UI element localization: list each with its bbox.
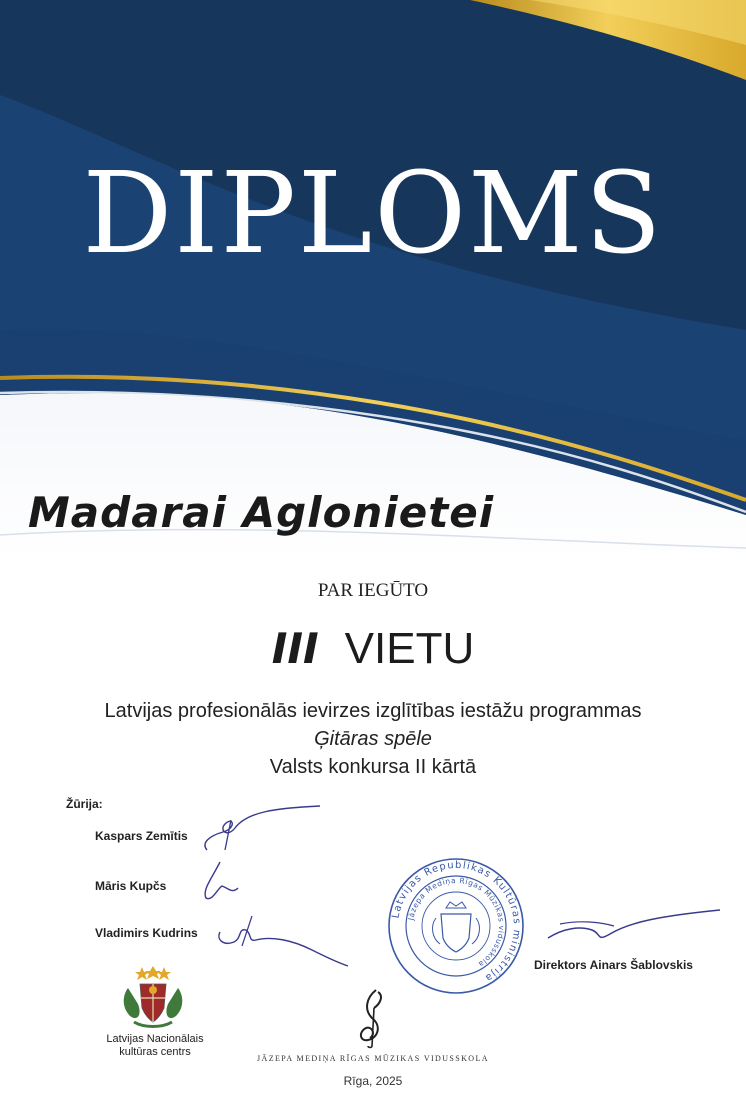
signature-juror-1 [195, 798, 330, 858]
program-instrument: Ģitāras spēle [314, 728, 432, 750]
school-name: JĀZEPA MEDIŅA RĪGAS MŪZIKAS VIDUSSKOLA [257, 1054, 489, 1063]
director-signature-label: Direktors Ainars Šablovskis [534, 958, 693, 972]
seal-outer-text: Latvijas Republikas Kultūras ministrija [390, 859, 523, 984]
signature-juror-3 [212, 910, 352, 970]
program-line: Latvijas profesionālās ievirzes izglītības iestāžu programmas [104, 700, 642, 722]
jury-member: Kaspars Zemītis [95, 829, 188, 843]
awarded-place [0, 624, 746, 674]
competition-round: Valsts konkursa II kārtā [269, 756, 477, 778]
recipient-name-handwritten: Madarai Aglonietei [28, 488, 495, 537]
signature-director [540, 898, 725, 948]
competition-description [0, 697, 746, 781]
lnkc-line: kultūras centrs [119, 1046, 191, 1058]
place-word: VIETU [344, 624, 475, 673]
latvia-coat-of-arms-logo [120, 966, 186, 1030]
official-seal-stamp [386, 856, 526, 996]
award-intro-text: PAR IEGŪTO [317, 580, 429, 601]
city-and-year: Rīga, 2025 [343, 1074, 403, 1088]
jury-member: Māris Kupčs [95, 879, 167, 893]
place-roman-numeral: III [271, 624, 319, 673]
jury-label: Žūrija: [66, 797, 103, 811]
diploma-title: DIPLOMS [82, 149, 664, 279]
lnkc-line: Latvijas Nacionālais [106, 1033, 204, 1045]
jury-member: Vladimirs Kudrins [95, 926, 198, 940]
signature-juror-2 [198, 858, 243, 903]
treble-clef-school-logo [356, 988, 390, 1050]
seal-inner-text: Jāzepa Mediņa Rīgas Mūzikas vidusskola [406, 875, 507, 970]
